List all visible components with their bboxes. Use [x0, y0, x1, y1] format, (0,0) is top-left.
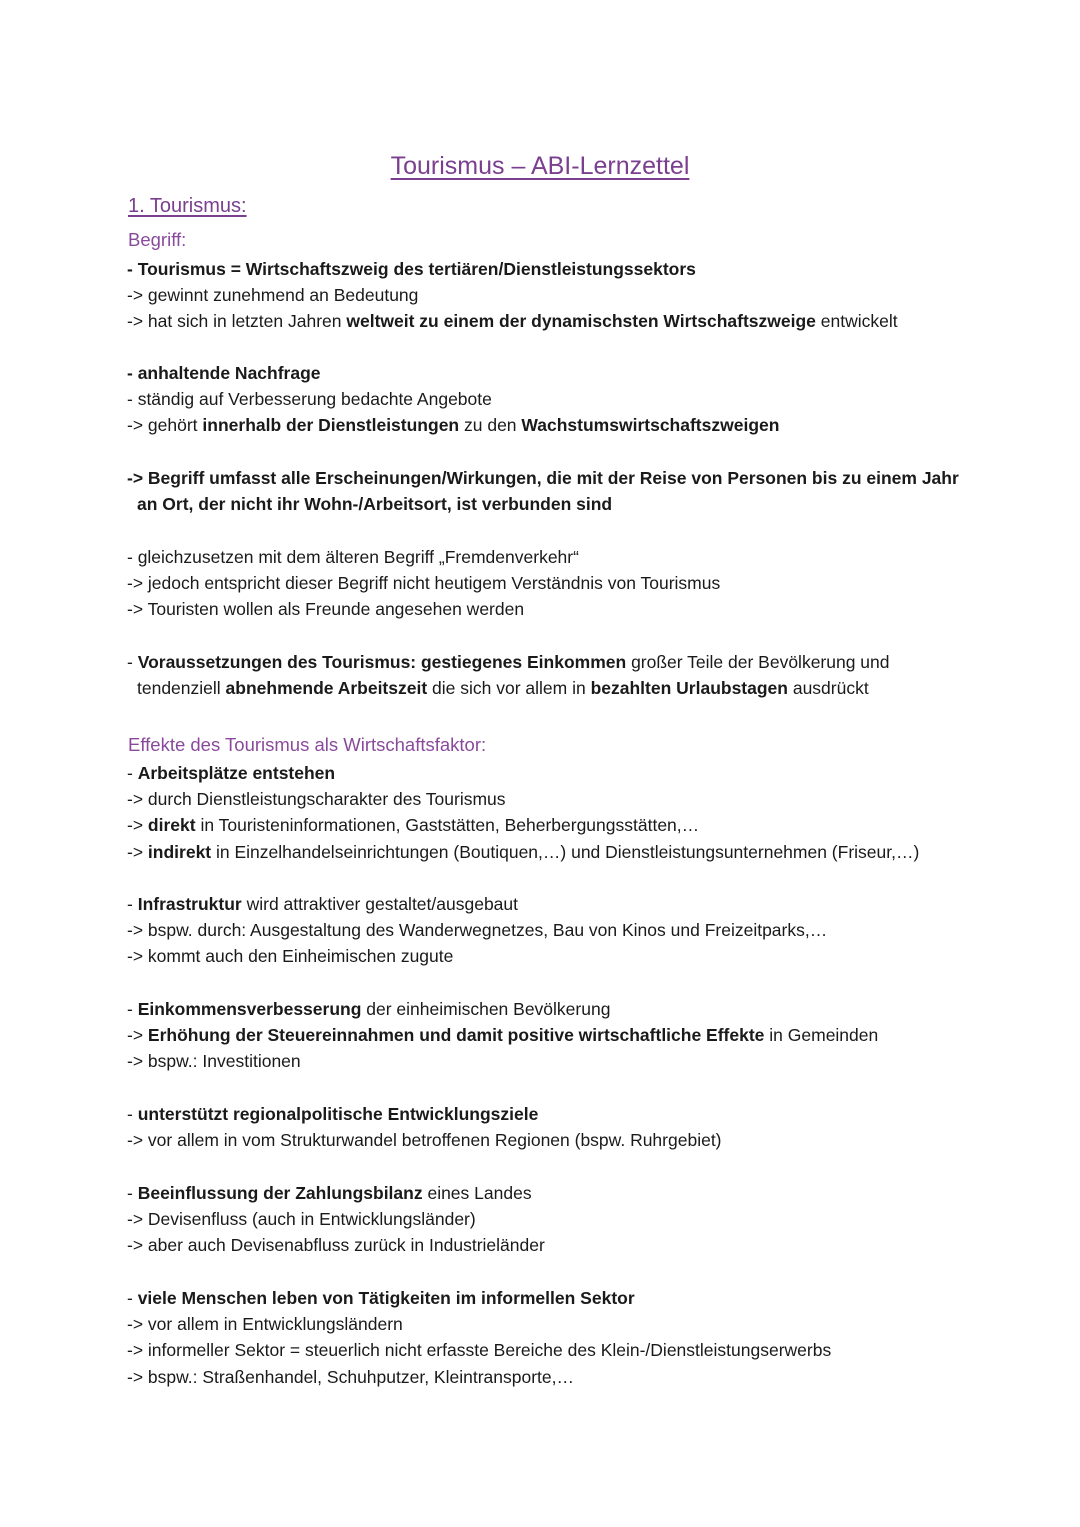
subheading-begriff: Begriff:: [128, 229, 187, 250]
text-line: tendenziell abnehmende Arbeitszeit die sich vor allem in bezahlten Urlaubstagen ausdrückt: [137, 678, 869, 698]
text-line: -> indirekt in Einzelhandelseinrichtungen (Boutiquen,…) und Dienstleistungsunternehmen (Friseur,…): [127, 842, 920, 862]
subheading-effekte: Effekte des Tourismus als Wirtschaftsfaktor:: [128, 734, 487, 755]
text-line: -> direkt in Touristeninformationen, Gaststätten, Beherbergungsstätten,…: [127, 815, 700, 835]
text-line: - gleichzusetzen mit dem älteren Begriff „Fremdenverkehr“: [127, 547, 579, 567]
text-line: - Einkommensverbesserung der einheimischen Bevölkerung: [127, 999, 611, 1019]
section-heading-tourismus: 1. Tourismus:: [128, 195, 247, 217]
text-line: -> kommt auch den Einheimischen zugute: [127, 946, 454, 966]
text-line: - Tourismus = Wirtschaftszweig des tertiären/Dienstleistungssektors: [127, 259, 696, 279]
text-line: -> Erhöhung der Steuereinnahmen und damit positive wirtschaftliche Effekte in Gemeinden: [127, 1025, 879, 1045]
text-line: -> bspw. durch: Ausgestaltung des Wanderwegnetzes, Bau von Kinos und Freizeitparks,…: [127, 920, 828, 940]
text-line: -> Devisenfluss (auch in Entwicklungsländer): [127, 1209, 476, 1229]
text-line: -> jedoch entspricht dieser Begriff nicht heutigem Verständnis von Tourismus: [127, 573, 721, 593]
page-title: Tourismus – ABI-Lernzettel: [390, 152, 690, 180]
text-line: -> vor allem in Entwicklungsländern: [127, 1314, 403, 1334]
text-line: - Voraussetzungen des Tourismus: gestiegenes Einkommen großer Teile der Bevölkerung und: [127, 652, 890, 672]
text-line: -> gehört innerhalb der Dienstleistungen zu den Wachstumswirtschaftszweigen: [127, 415, 780, 435]
text-line: -> Begriff umfasst alle Erscheinungen/Wirkungen, die mit der Reise von Personen bis zu einem Jahr: [127, 468, 959, 488]
text-line: - unterstützt regionalpolitische Entwicklungsziele: [127, 1104, 539, 1124]
text-line: -> gewinnt zunehmend an Bedeutung: [127, 285, 419, 305]
text-line: -> Touristen wollen als Freunde angesehen werden: [127, 599, 525, 619]
text-line: -> bspw.: Straßenhandel, Schuhputzer, Kleintransporte,…: [127, 1367, 574, 1387]
text-line: - ständig auf Verbesserung bedachte Angebote: [127, 389, 492, 409]
text-line: - viele Menschen leben von Tätigkeiten im informellen Sektor: [127, 1288, 635, 1308]
text-line: -> aber auch Devisenabfluss zurück in Industrieländer: [127, 1235, 545, 1255]
text-line: - anhaltende Nachfrage: [127, 363, 321, 383]
text-line: -> durch Dienstleistungscharakter des Tourismus: [127, 789, 506, 809]
text-line: -> informeller Sektor = steuerlich nicht erfasste Bereiche des Klein-/Dienstleistungserwerbs: [127, 1340, 832, 1360]
text-line: - Beeinflussung der Zahlungsbilanz eines Landes: [127, 1183, 532, 1203]
text-line: -> vor allem in vom Strukturwandel betroffenen Regionen (bspw. Ruhrgebiet): [127, 1130, 722, 1150]
text-line: an Ort, der nicht ihr Wohn-/Arbeitsort, ist verbunden sind: [137, 494, 613, 514]
text-line: - Arbeitsplätze entstehen: [127, 763, 336, 783]
text-line: -> bspw.: Investitionen: [127, 1051, 301, 1071]
text-line: - Infrastruktur wird attraktiver gestaltet/ausgebaut: [127, 894, 519, 914]
text-line: -> hat sich in letzten Jahren weltweit zu einem der dynamischsten Wirtschaftszweige entwickelt: [127, 311, 898, 331]
